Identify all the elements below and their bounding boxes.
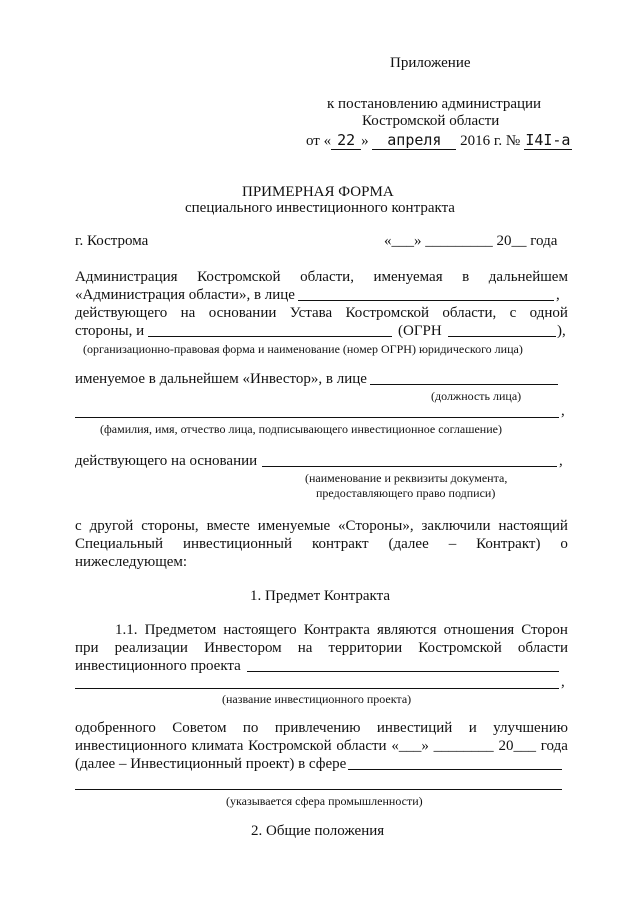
- w: в: [462, 269, 470, 285]
- w: Костромской: [197, 269, 281, 285]
- w: «___»: [391, 738, 429, 754]
- w: с: [509, 305, 517, 321]
- w: именуемая: [373, 269, 443, 285]
- investor-line2-end: ,: [561, 403, 565, 419]
- basis-caption1: (наименование и реквизиты документа,: [305, 471, 508, 485]
- basis-blank: [262, 466, 557, 467]
- w: области,: [442, 305, 497, 321]
- w: Контракт): [476, 536, 541, 552]
- w: на: [180, 305, 196, 321]
- w: другой: [89, 518, 134, 534]
- w: настоящий: [498, 518, 568, 534]
- w: являются: [377, 622, 437, 638]
- name-caption: (фамилия, имя, отчество лица, подписывающего инвестиционное соглашение): [100, 422, 502, 436]
- w: одобренного: [75, 720, 156, 736]
- w: Устава: [289, 305, 333, 321]
- para1-line2: «Администрация области», в лице: [75, 287, 295, 303]
- city: г. Кострома: [75, 233, 149, 249]
- w: Костромской: [345, 305, 429, 321]
- w: о: [560, 536, 568, 552]
- s1-line3: инвестиционного проекта: [75, 658, 241, 674]
- para1-line4-start: стороны, и: [75, 323, 145, 339]
- s1-line2: [75, 639, 568, 657]
- w: области: [517, 640, 568, 656]
- w: «Стороны»,: [338, 518, 414, 534]
- ogrn-blank: [448, 336, 556, 337]
- w: именуемые: [257, 518, 331, 534]
- w: ________: [433, 738, 494, 754]
- para2-line3: нижеследующем:: [75, 554, 188, 570]
- w: 1.1.: [115, 622, 138, 638]
- org-name-blank: [148, 336, 392, 337]
- w: Администрация: [75, 269, 178, 285]
- appendix-day: 22: [331, 131, 361, 150]
- project-caption: (название инвестиционного проекта): [222, 692, 412, 706]
- para2-line2: [75, 535, 568, 553]
- w: по: [242, 720, 259, 736]
- w: инвестиционного: [75, 738, 187, 754]
- date-prefix: от «: [306, 133, 332, 149]
- w: при: [75, 640, 99, 656]
- w: контракт: [311, 536, 369, 552]
- para1-line1: [75, 268, 568, 286]
- w: инвестиционный: [182, 536, 292, 552]
- sphere-blank-2: [75, 789, 562, 790]
- w: реализации: [114, 640, 188, 656]
- w: климата: [191, 738, 244, 754]
- s1-line4-end: ,: [561, 674, 565, 690]
- position-caption: (должность лица): [431, 389, 522, 403]
- para2-line1: [75, 517, 568, 535]
- w: области,: [300, 269, 354, 285]
- appendix-line2: Костромской области: [362, 113, 500, 129]
- s1-line6: [75, 737, 568, 755]
- w: области: [336, 738, 387, 754]
- para1-line3: [75, 304, 568, 322]
- s1-line1: [115, 621, 568, 639]
- appendix-date: [306, 131, 572, 150]
- position-blank: [370, 384, 558, 385]
- w: Специальный: [75, 536, 163, 552]
- representative-blank: [298, 300, 554, 301]
- appendix-line1: к постановлению администрации: [327, 96, 542, 112]
- w: настоящего: [223, 622, 297, 638]
- w: дальнейшем: [488, 269, 568, 285]
- appendix-number: I4I-а: [525, 131, 571, 149]
- basis-end: ,: [559, 453, 563, 469]
- w: года: [540, 738, 568, 754]
- doc-subtitle: специального инвестиционного контракта: [185, 200, 455, 216]
- project-name-blank-2: [75, 688, 559, 689]
- w: действующего: [75, 305, 168, 321]
- w: Предметом: [144, 622, 217, 638]
- investor-line: именуемое в дальнейшем «Инвестор», в лице: [75, 371, 367, 387]
- full-name-blank: [75, 417, 559, 418]
- date-quote-close: »: [361, 133, 369, 149]
- section2-heading: 2. Общие положения: [251, 823, 385, 839]
- w: на: [297, 640, 313, 656]
- basis-caption2: предоставляющего право подписи): [316, 486, 496, 500]
- w: одной: [529, 305, 568, 321]
- w: Костромской: [248, 738, 332, 754]
- w: заключили: [421, 518, 491, 534]
- w: инвестиций: [376, 720, 453, 736]
- w: привлечению: [274, 720, 361, 736]
- w: отношения: [443, 622, 515, 638]
- w: 20___: [498, 738, 536, 754]
- s1-line5: [75, 719, 568, 737]
- org-caption: (организационно-правовая форма и наименование (номер ОГРН) юридического лица): [83, 342, 523, 356]
- doc-title: ПРИМЕРНАЯ ФОРМА: [242, 184, 394, 200]
- w: улучшению: [493, 720, 568, 736]
- sphere-caption: (указывается сфера промышленности): [226, 794, 423, 808]
- w: основании: [208, 305, 277, 321]
- w: стороны,: [141, 518, 199, 534]
- ogrn-label: (ОГРН: [398, 323, 442, 339]
- appendix-title: Приложение: [390, 55, 471, 71]
- para1-line4-end: ),: [557, 323, 566, 339]
- w: Контракта: [303, 622, 370, 638]
- w: Инвестором: [204, 640, 282, 656]
- w: и: [468, 720, 477, 736]
- w: (далее: [388, 536, 429, 552]
- contract-date: «___» _________ 20__ года: [384, 233, 558, 249]
- w: Сторон: [521, 622, 568, 638]
- w: вместе: [206, 518, 250, 534]
- w: Советом: [172, 720, 227, 736]
- para1-line2-end: ,: [556, 287, 560, 303]
- w: территории: [328, 640, 403, 656]
- section1-heading: 1. Предмет Контракта: [250, 588, 391, 604]
- sphere-blank: [348, 769, 562, 770]
- basis-line: действующего на основании: [75, 453, 258, 469]
- w: с: [75, 518, 82, 534]
- appendix-year: 2016 г. №: [460, 133, 521, 149]
- w: Костромской: [418, 640, 502, 656]
- project-name-blank: [247, 671, 559, 672]
- w: –: [448, 536, 457, 552]
- appendix-month: апреля: [372, 131, 456, 150]
- s1-line7: (далее – Инвестиционный проект) в сфере: [75, 756, 347, 772]
